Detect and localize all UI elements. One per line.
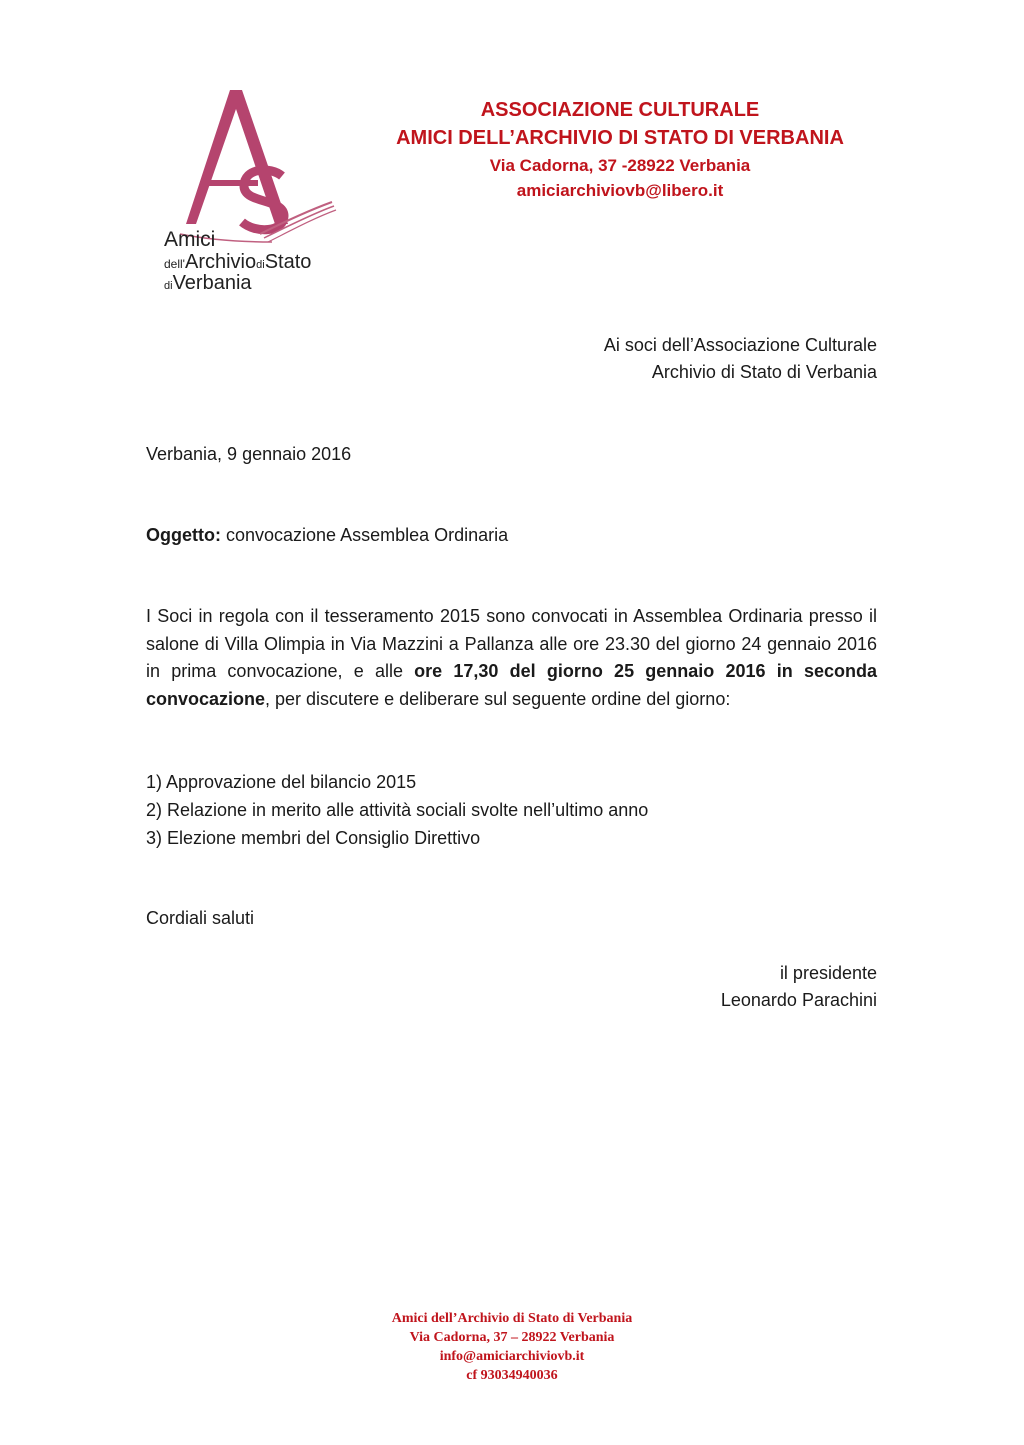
letterhead-subtitle: AMICI DELL’ARCHIVIO DI STATO DI VERBANIA [396, 127, 844, 149]
logo-text-di-2: di [164, 280, 173, 292]
logo-text-amici: Amici [164, 228, 216, 251]
logo-text-archivio: Archivio [184, 251, 257, 273]
logo-text-line3 [164, 272, 252, 294]
signature-block [721, 960, 877, 1014]
addressee-block [604, 332, 877, 386]
logo-text-stato: Stato [264, 251, 312, 273]
letterhead-email: amiciarchiviovb@libero.it [516, 181, 724, 200]
footer-line-4: cf 93034940036 [466, 1368, 558, 1383]
agenda-list [146, 768, 648, 852]
letterhead-title: ASSOCIAZIONE CULTURALE [480, 99, 760, 121]
agenda-item: 1) Approvazione del bilancio 2015 [146, 772, 417, 792]
signature-title: il presidente [779, 963, 877, 983]
logo-text-dell: dell' [164, 257, 185, 271]
body-text-part-2: , per discutere e deliberare sul seguente ordine del giorno: [265, 688, 731, 709]
subject-text: convocazione Assemblea Ordinaria [220, 525, 509, 545]
agenda-item: 3) Elezione membri del Consiglio Direttivo [146, 828, 481, 848]
signature-name: Leonardo Parachini [720, 990, 877, 1010]
logo-text-di: di [256, 259, 265, 271]
letterhead-address: Via Cadorna, 37 -28922 Verbania [489, 156, 751, 175]
body-text-part-1: I Soci in regola con il tesseramento 2015 sono convocati in Assemblea Ordinaria presso il salone di Villa Olimpia in Via Mazzini a Pallanza alle ore 23.30 del giorno 24 gennaio 2016 in prima convocazione, e alle [146, 606, 877, 681]
subject-line [146, 522, 508, 549]
closing-salutation: Cordiali saluti [146, 908, 255, 928]
footer-line-3: info@amiciarchiviovb.it [439, 1349, 585, 1364]
addressee-line-2: Archivio di Stato di Verbania [651, 362, 877, 382]
footer-line-1: Amici dell’Archivio di Stato di Verbania [391, 1311, 633, 1326]
body-text-bold: ore 17,30 del giorno 25 gennaio 2016 in seconda convocazione [146, 661, 877, 709]
logo-a-crossbar [208, 180, 258, 186]
logo-text-verbania: Verbania [172, 272, 252, 294]
body-paragraph [146, 603, 877, 713]
logo-text-line2 [164, 251, 311, 273]
agenda-item: 2) Relazione in merito alle attività sociali svolte nell’ultimo anno [146, 800, 649, 820]
footer [312, 1309, 712, 1385]
footer-line-2: Via Cadorna, 37 – 28922 Verbania [409, 1330, 615, 1345]
letterhead [380, 97, 860, 203]
association-logo [160, 84, 350, 294]
logo-graphic [160, 84, 350, 294]
letter-date: Verbania, 9 gennaio 2016 [146, 444, 352, 464]
subject-label: Oggetto: [146, 525, 221, 545]
addressee-line-1: Ai soci dell’Associazione Culturale [603, 335, 877, 355]
